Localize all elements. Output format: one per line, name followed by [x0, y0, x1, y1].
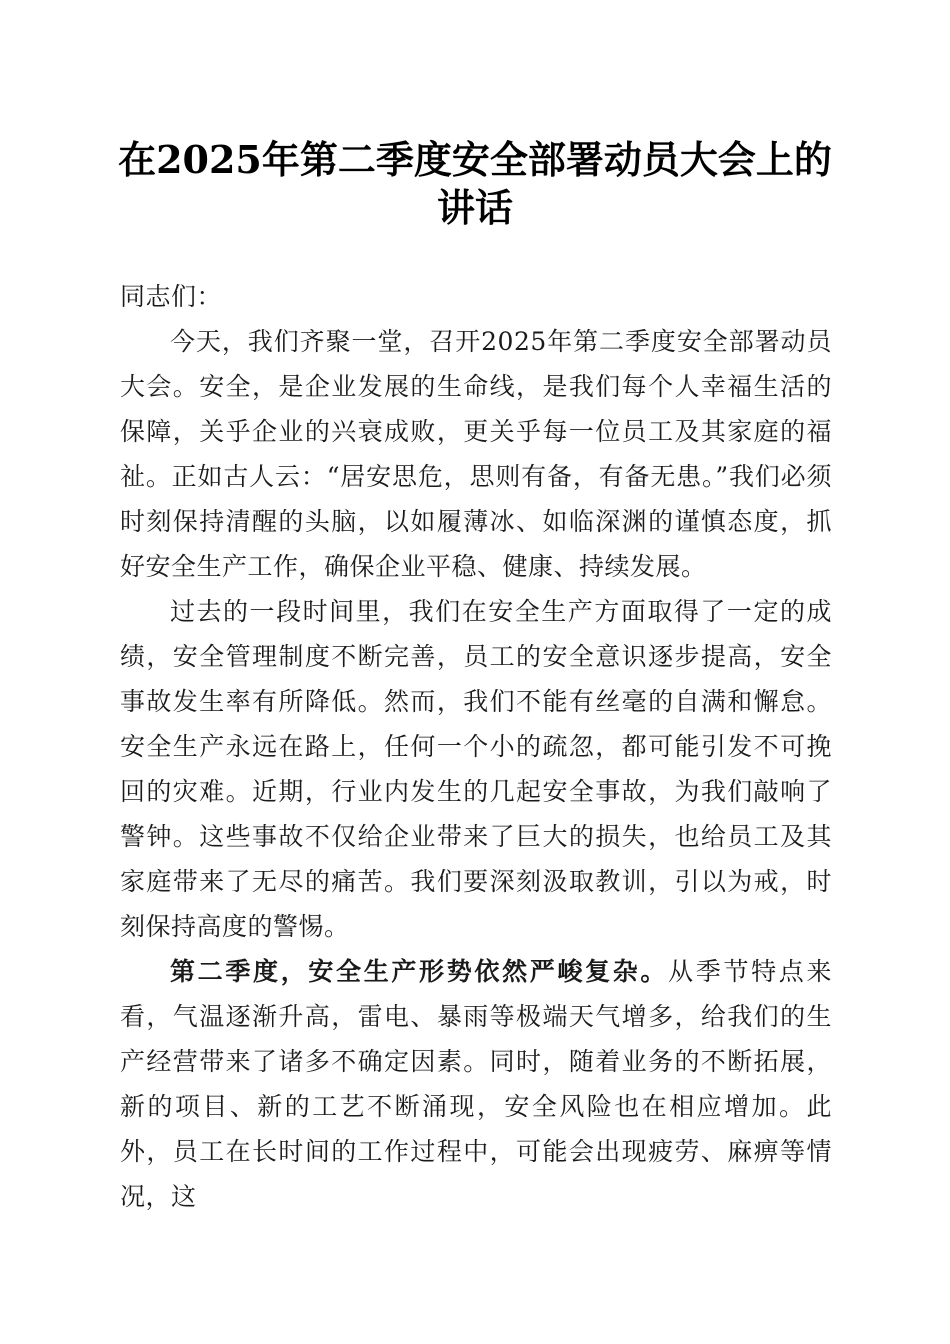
paragraph-text: 过去的一段时间里，我们在安全生产方面取得了一定的成绩，安全管理制度不断完善，员工的安全意识逐步提高，安全事故发生率有所降低。然而，我们不能有丝毫的自满和懈怠。安全生产永远在路上，任何一个小的疏忽，都可能引发不可挽回的灾难。近期，行业内发生的几起安全事故，为我们敲响了警钟。这些事故不仅给企业带来了巨大的损失，也给员工及其家庭带来了无尽的痛苦。我们要深刻汲取教训，引以为戒，时刻保持高度的警惕。: [120, 597, 832, 941]
paragraph-text: 从季节特点来看，气温逐渐升高，雷电、暴雨等极端天气增多，给我们的生产经营带来了诸多不确定因素。同时，随着业务的不断拓展，新的项目、新的工艺不断涌现，安全风险也在相应增加。此外，员工在长时间的工作过程中，可能会出现疲劳、麻痹等情况，这: [120, 957, 832, 1211]
salutation: 同志们：: [120, 282, 223, 311]
page-title: 在2025年第二季度安全部署动员大会上的讲话: [118, 137, 832, 230]
paragraph-1: [120, 319, 832, 589]
speech-body: [120, 274, 832, 1219]
paragraph-text: 今天，我们齐聚一堂，召开2025年第二季度安全部署动员大会。安全，是企业发展的生命线，是我们每个人幸福生活的保障，关乎企业的兴衰成败，更关乎每一位员工及其家庭的福祉。正如古人云：“居安思危，思则有备，有备无患。”我们必须时刻保持清醒的头脑，以如履薄冰、如临深渊的谨慎态度，抓好安全生产工作，确保企业平稳、健康、持续发展。: [120, 327, 832, 581]
paragraph-2: [120, 589, 832, 949]
paragraph-3: [120, 949, 832, 1219]
paragraph-lead-sentence: 第二季度，安全生产形势依然严峻复杂。: [170, 957, 669, 986]
